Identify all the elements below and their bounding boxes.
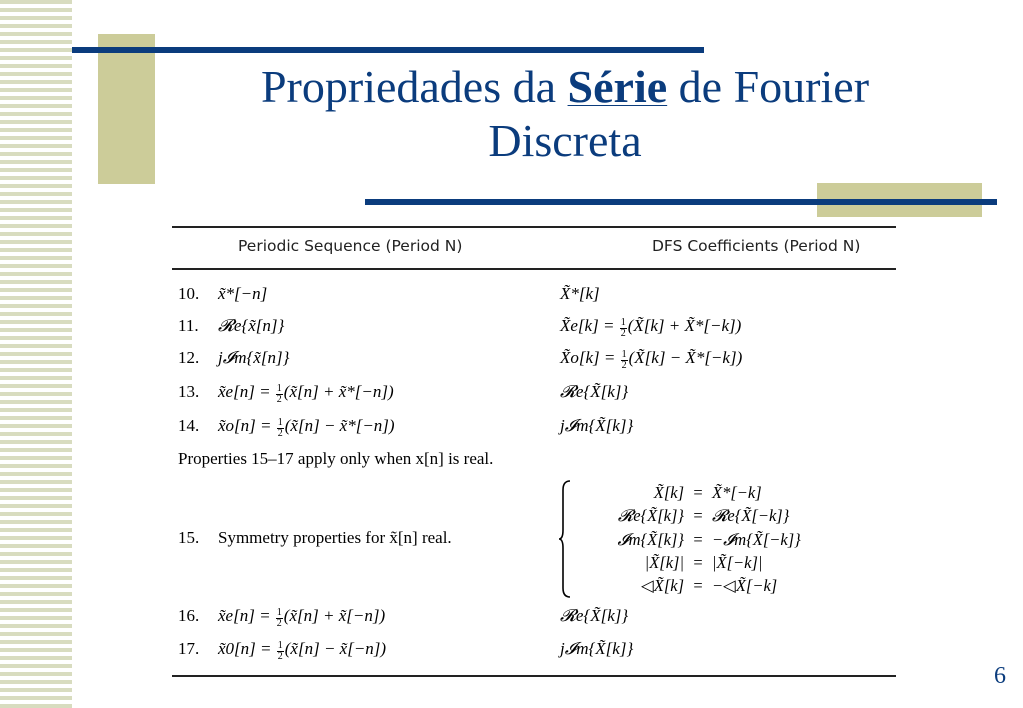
- dfs-properties-table: [172, 226, 896, 678]
- table-row: 13. x̃e[n] = $\frac{1}{2}$ (x̃[n] + x̃*[−n]) 𝓡e{X̃[k]}: [178, 382, 629, 405]
- symmetry-line: |X̃[k]| = |X̃[−k]|: [644, 552, 763, 572]
- top-accent-line: [72, 47, 704, 53]
- real-signal-note: Properties 15–17 apply only when x[n] is real.: [178, 449, 494, 468]
- fraction-half: $\frac{1}{2}$: [620, 316, 626, 339]
- fraction-half: $\frac{1}{2}$: [276, 382, 282, 405]
- title-emphasis: Série: [567, 61, 668, 112]
- symmetry-line: X̃[k] = X̃*[−k]: [653, 483, 762, 502]
- header-dfs-coefficients: DFS Coefficients (Period N): [652, 237, 861, 255]
- left-brace-icon: [559, 480, 571, 598]
- symmetry-line: ◁X̃[k] = −◁X̃[−k]: [641, 576, 778, 596]
- table-top-rule: [172, 226, 896, 228]
- table-row: 17. x̃0[n] = $\frac{1}{2}$ (x̃[n] − x̃[−n]) j𝓘m{X̃[k]}: [178, 639, 634, 662]
- bottom-accent-line: [365, 199, 997, 205]
- top-left-accent-box: [98, 34, 155, 184]
- symmetry-line: 𝓘m{X̃[k]} = −𝓘m{X̃[−k]}: [617, 529, 801, 549]
- fraction-half: $\frac{1}{2}$: [276, 606, 282, 629]
- left-stripe-decoration: [0, 0, 72, 708]
- fraction-half: $\frac{1}{2}$: [277, 416, 283, 439]
- table-row: 14. x̃o[n] = $\frac{1}{2}$ (x̃[n] − x̃*[−n]) j𝓘m{X̃[k]}: [178, 416, 634, 439]
- table-row: 11. 𝓡e{x̃[n]} X̃e[k] = $\frac{1}{2}$ (X̃[k] + X̃*[−k]): [178, 316, 742, 339]
- header-periodic-sequence: Periodic Sequence (Period N): [238, 237, 463, 255]
- table-row-symmetry: 15. Symmetry properties for x̃[n] real.: [178, 528, 452, 547]
- fraction-half: $\frac{1}{2}$: [621, 348, 627, 371]
- fraction-half: $\frac{1}{2}$: [277, 639, 283, 662]
- page-number: 6: [994, 663, 1006, 689]
- symmetry-equations: [580, 481, 810, 597]
- title-line-2: Discreta: [488, 115, 642, 166]
- slide-title: Propriedades da Série de Fourier Discreta: [160, 60, 970, 168]
- table-row: 16. x̃e[n] = $\frac{1}{2}$ (x̃[n] + x̃[−n]) 𝓡e{X̃[k]}: [178, 606, 629, 629]
- header-bottom-rule: [172, 268, 896, 270]
- table-row: 12. j𝓘m{x̃[n]} X̃o[k] = $\frac{1}{2}$ (X̃[k] − X̃*[−k]): [178, 348, 743, 371]
- table-bottom-rule: [172, 675, 896, 677]
- table-row: 10. x̃*[−n] X̃*[k]: [178, 284, 600, 303]
- symmetry-line: 𝓡e{X̃[k]} = 𝓡e{X̃[−k]}: [617, 506, 790, 526]
